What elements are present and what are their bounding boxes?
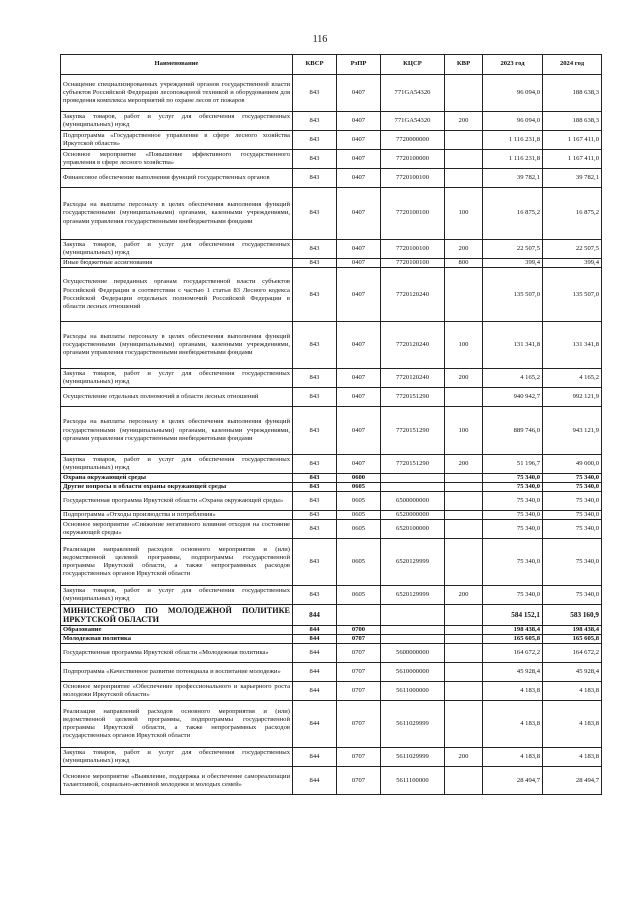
cell-name: Подпрограмма «Государственное управление в сфере лесного хозяйства Иркутской области» xyxy=(61,131,293,150)
cell-kvsr: 844 xyxy=(293,748,337,767)
cell-kvr xyxy=(445,520,483,539)
cell-kvsr: 844 xyxy=(293,605,337,626)
cell-kcsr: 7720120240 xyxy=(381,369,445,388)
cell-2023: 399,4 xyxy=(483,259,543,268)
cell-kvsr: 844 xyxy=(293,644,337,663)
cell-kcsr: 6500000000 xyxy=(381,492,445,511)
cell-kcsr: 7720151290 xyxy=(381,407,445,455)
cell-2024: 75 340,0 xyxy=(543,520,602,539)
cell-kcsr: 6520100000 xyxy=(381,520,445,539)
cell-name: Закупка товаров, работ и услуг для обеспечения государственных (муниципальных) нужд xyxy=(61,369,293,388)
cell-kcsr xyxy=(381,605,445,626)
cell-kvsr: 843 xyxy=(293,131,337,150)
cell-rzpr: 0407 xyxy=(337,322,381,369)
cell-name: Осуществление переданных органам государственной власти субъектов Российской Федерации в соответствии с частью 1 статьи 83 Лесного кодекса Российской Федерации отдельных полномочий Российской Федерации в области лесных отношений xyxy=(61,268,293,322)
cell-2024: 49 000,0 xyxy=(543,455,602,474)
table-row xyxy=(61,605,602,626)
cell-kvr: 100 xyxy=(445,407,483,455)
cell-name: Закупка товаров, работ и услуг для обеспечения государственных (муниципальных) нужд xyxy=(61,586,293,605)
table-row xyxy=(61,455,602,474)
header-name: Наименование xyxy=(61,55,293,75)
cell-kvsr: 843 xyxy=(293,169,337,188)
table-row xyxy=(61,539,602,586)
cell-rzpr: 0707 xyxy=(337,701,381,748)
cell-name: Основное мероприятие «Выявление, поддержка и обеспечение самореализации талантливой, социально-активной молодежи и молодых семей» xyxy=(61,767,293,795)
table-row xyxy=(61,112,602,131)
cell-rzpr: 0605 xyxy=(337,520,381,539)
cell-2024: 4 165,2 xyxy=(543,369,602,388)
cell-2023: 889 746,0 xyxy=(483,407,543,455)
cell-rzpr: 0707 xyxy=(337,767,381,795)
cell-rzpr: 0407 xyxy=(337,169,381,188)
cell-2023: 96 094,0 xyxy=(483,75,543,112)
cell-kcsr: 5610000000 xyxy=(381,663,445,682)
cell-rzpr: 0407 xyxy=(337,131,381,150)
cell-kcsr: 7720100100 xyxy=(381,259,445,268)
cell-kvr: 200 xyxy=(445,112,483,131)
cell-kvsr: 844 xyxy=(293,767,337,795)
cell-kvr: 100 xyxy=(445,188,483,240)
cell-rzpr: 0407 xyxy=(337,388,381,407)
cell-rzpr: 0605 xyxy=(337,492,381,511)
cell-kvsr: 843 xyxy=(293,259,337,268)
cell-2023: 75 340,0 xyxy=(483,474,543,483)
cell-rzpr: 0407 xyxy=(337,75,381,112)
cell-name: Охрана окружающей среды xyxy=(61,474,293,483)
cell-kvsr: 843 xyxy=(293,474,337,483)
cell-rzpr: 0407 xyxy=(337,240,381,259)
cell-kvr xyxy=(445,682,483,701)
cell-2023: 39 782,1 xyxy=(483,169,543,188)
cell-2023: 75 340,0 xyxy=(483,586,543,605)
cell-kcsr: 5611029999 xyxy=(381,701,445,748)
cell-rzpr: 0700 xyxy=(337,626,381,635)
cell-kcsr: 7720120240 xyxy=(381,322,445,369)
cell-2023: 75 340,0 xyxy=(483,539,543,586)
cell-rzpr: 0605 xyxy=(337,539,381,586)
cell-kvr xyxy=(445,605,483,626)
cell-kvr xyxy=(445,169,483,188)
cell-2024: 4 183,8 xyxy=(543,748,602,767)
table-row xyxy=(61,748,602,767)
table-row xyxy=(61,268,602,322)
cell-2024: 131 341,8 xyxy=(543,322,602,369)
cell-2024: 1 167 411,0 xyxy=(543,150,602,169)
cell-kvsr: 844 xyxy=(293,626,337,635)
table-row xyxy=(61,626,602,635)
cell-2023: 4 183,8 xyxy=(483,701,543,748)
cell-kcsr xyxy=(381,483,445,492)
cell-kvr xyxy=(445,626,483,635)
table-row xyxy=(61,131,602,150)
cell-2023: 1 116 231,8 xyxy=(483,150,543,169)
cell-kvr: 100 xyxy=(445,322,483,369)
cell-kcsr: 5611100000 xyxy=(381,767,445,795)
cell-2023: 51 196,7 xyxy=(483,455,543,474)
cell-2023: 16 875,2 xyxy=(483,188,543,240)
cell-2024: 75 340,0 xyxy=(543,586,602,605)
cell-2024: 22 507,5 xyxy=(543,240,602,259)
cell-rzpr: 0407 xyxy=(337,259,381,268)
cell-2023: 4 183,8 xyxy=(483,682,543,701)
cell-kcsr: 7720100100 xyxy=(381,240,445,259)
cell-rzpr: 0605 xyxy=(337,483,381,492)
cell-rzpr: 0407 xyxy=(337,112,381,131)
cell-kvsr: 843 xyxy=(293,240,337,259)
cell-name: Закупка товаров, работ и услуг для обеспечения государственных (муниципальных) нужд xyxy=(61,112,293,131)
cell-kvsr: 843 xyxy=(293,150,337,169)
cell-rzpr: 0407 xyxy=(337,407,381,455)
cell-2024: 4 183,8 xyxy=(543,682,602,701)
cell-kcsr: 771GA54320 xyxy=(381,112,445,131)
cell-2023: 4 183,8 xyxy=(483,748,543,767)
table-row xyxy=(61,407,602,455)
table-row xyxy=(61,75,602,112)
cell-kcsr: 7720100100 xyxy=(381,169,445,188)
cell-kcsr xyxy=(381,635,445,644)
cell-rzpr: 0407 xyxy=(337,150,381,169)
cell-2024: 45 928,4 xyxy=(543,663,602,682)
cell-kvr xyxy=(445,75,483,112)
cell-2023: 22 507,5 xyxy=(483,240,543,259)
table-row xyxy=(61,511,602,520)
cell-2024: 75 340,0 xyxy=(543,539,602,586)
cell-name: Оснащение специализированных учреждений органов государственной власти субъектов Российской Федерации лесопожарной техникой и оборудованием для проведения комплекса мероприятий по охране лесов от пожаров xyxy=(61,75,293,112)
cell-kvsr: 843 xyxy=(293,520,337,539)
cell-2024: 188 638,3 xyxy=(543,75,602,112)
cell-kvsr: 843 xyxy=(293,455,337,474)
cell-kvr: 200 xyxy=(445,748,483,767)
cell-rzpr: 0605 xyxy=(337,586,381,605)
cell-kvsr: 843 xyxy=(293,112,337,131)
cell-2024: 75 340,0 xyxy=(543,474,602,483)
table-header-row xyxy=(61,55,602,75)
cell-kvsr: 843 xyxy=(293,483,337,492)
cell-2024: 198 438,4 xyxy=(543,626,602,635)
table-body xyxy=(61,75,602,795)
cell-kvr: 200 xyxy=(445,586,483,605)
table-row xyxy=(61,644,602,663)
cell-rzpr: 0407 xyxy=(337,369,381,388)
cell-kcsr xyxy=(381,474,445,483)
cell-kcsr: 7720151290 xyxy=(381,455,445,474)
cell-2024: 399,4 xyxy=(543,259,602,268)
cell-rzpr: 0707 xyxy=(337,644,381,663)
cell-kvr xyxy=(445,131,483,150)
table-row xyxy=(61,188,602,240)
cell-kcsr: 5611000000 xyxy=(381,682,445,701)
cell-kvr xyxy=(445,767,483,795)
cell-kvsr: 843 xyxy=(293,369,337,388)
cell-name: Закупка товаров, работ и услуг для обеспечения государственных (муниципальных) нужд xyxy=(61,455,293,474)
cell-2024: 16 875,2 xyxy=(543,188,602,240)
cell-rzpr: 0407 xyxy=(337,455,381,474)
cell-2024: 583 160,9 xyxy=(543,605,602,626)
cell-2024: 39 782,1 xyxy=(543,169,602,188)
cell-name: Осуществление отдельных полномочий в области лесных отношений xyxy=(61,388,293,407)
header-rzpr: РзПР xyxy=(337,55,381,75)
table-row xyxy=(61,663,602,682)
cell-kvr xyxy=(445,388,483,407)
cell-name: Государственная программа Иркутской области «Молодежная политика» xyxy=(61,644,293,663)
cell-kvsr: 844 xyxy=(293,635,337,644)
table-row xyxy=(61,259,602,268)
cell-2023: 131 341,8 xyxy=(483,322,543,369)
cell-kcsr: 5600000000 xyxy=(381,644,445,663)
cell-2023: 4 165,2 xyxy=(483,369,543,388)
cell-name: Реализация направлений расходов основного мероприятия и (или) ведомственной целевой программы, подпрограммы государственной программы Иркутской области, а также непрограммных расходов государственных органов Иркутской области xyxy=(61,539,293,586)
cell-kvr: 800 xyxy=(445,259,483,268)
cell-kvr xyxy=(445,150,483,169)
cell-kvsr: 843 xyxy=(293,268,337,322)
table-row xyxy=(61,682,602,701)
cell-2024: 943 121,9 xyxy=(543,407,602,455)
cell-kvsr: 843 xyxy=(293,539,337,586)
cell-kvr xyxy=(445,511,483,520)
cell-kcsr: 7720151290 xyxy=(381,388,445,407)
cell-kcsr: 7720120240 xyxy=(381,268,445,322)
cell-2024: 75 340,0 xyxy=(543,492,602,511)
cell-kcsr: 6520000000 xyxy=(381,511,445,520)
cell-2024: 992 121,9 xyxy=(543,388,602,407)
cell-kvr xyxy=(445,539,483,586)
table-row xyxy=(61,169,602,188)
cell-kvsr: 844 xyxy=(293,701,337,748)
cell-2023: 75 340,0 xyxy=(483,483,543,492)
cell-name: Расходы на выплаты персоналу в целях обеспечения выполнения функций государственными (муниципальными) органами, казенными учреждениями, органами управления государственными внебюджетными фондами xyxy=(61,322,293,369)
cell-2023: 164 672,2 xyxy=(483,644,543,663)
cell-2024: 4 183,8 xyxy=(543,701,602,748)
cell-kvr xyxy=(445,483,483,492)
table-row xyxy=(61,474,602,483)
cell-kvsr: 843 xyxy=(293,511,337,520)
header-2024: 2024 год xyxy=(543,55,602,75)
cell-2024: 165 605,8 xyxy=(543,635,602,644)
cell-2023: 96 094,0 xyxy=(483,112,543,131)
cell-kvr: 200 xyxy=(445,369,483,388)
cell-kcsr: 771GA54320 xyxy=(381,75,445,112)
page-number: 116 xyxy=(312,34,328,45)
cell-rzpr: 0407 xyxy=(337,268,381,322)
cell-name: Закупка товаров, работ и услуг для обеспечения государственных (муниципальных) нужд xyxy=(61,748,293,767)
table-row xyxy=(61,635,602,644)
cell-kvr: 200 xyxy=(445,455,483,474)
table-row xyxy=(61,492,602,511)
cell-name: Закупка товаров, работ и услуг для обеспечения государственных (муниципальных) нужд xyxy=(61,240,293,259)
table-row xyxy=(61,483,602,492)
cell-kvsr: 843 xyxy=(293,586,337,605)
cell-kcsr: 7720000000 xyxy=(381,131,445,150)
cell-name: Государственная программа Иркутской области «Охрана окружающей среды» xyxy=(61,492,293,511)
cell-2023: 28 494,7 xyxy=(483,767,543,795)
cell-2023: 584 152,1 xyxy=(483,605,543,626)
cell-name: Расходы на выплаты персоналу в целях обеспечения выполнения функций государственными (муниципальными) органами, казенными учреждениями, органами управления государственными внебюджетными фондами xyxy=(61,407,293,455)
cell-kvr xyxy=(445,644,483,663)
table-row xyxy=(61,520,602,539)
cell-name: Основное мероприятие «Повышение эффективного государственного управления в сфере лесного хозяйства» xyxy=(61,150,293,169)
cell-2023: 75 340,0 xyxy=(483,492,543,511)
cell-2024: 164 672,2 xyxy=(543,644,602,663)
cell-name: Образование xyxy=(61,626,293,635)
cell-2023: 45 928,4 xyxy=(483,663,543,682)
cell-rzpr: 0600 xyxy=(337,474,381,483)
cell-rzpr: 0707 xyxy=(337,635,381,644)
header-kvsr: КВСР xyxy=(293,55,337,75)
cell-2023: 135 507,0 xyxy=(483,268,543,322)
cell-2023: 165 605,8 xyxy=(483,635,543,644)
cell-kvsr: 843 xyxy=(293,75,337,112)
cell-2024: 135 507,0 xyxy=(543,268,602,322)
table-row xyxy=(61,767,602,795)
table-row xyxy=(61,150,602,169)
cell-rzpr: 0707 xyxy=(337,663,381,682)
cell-2023: 75 340,0 xyxy=(483,520,543,539)
cell-kcsr: 6520129999 xyxy=(381,586,445,605)
cell-2024: 75 340,0 xyxy=(543,511,602,520)
cell-kvsr: 843 xyxy=(293,188,337,240)
cell-name: Подпрограмма «Отходы производства и потребления» xyxy=(61,511,293,520)
cell-name: Молодежная политика xyxy=(61,635,293,644)
cell-2023: 198 438,4 xyxy=(483,626,543,635)
table-row xyxy=(61,586,602,605)
cell-rzpr: 0605 xyxy=(337,511,381,520)
cell-name: Финансовое обеспечение выполнения функций государственных органов xyxy=(61,169,293,188)
cell-2024: 75 340,0 xyxy=(543,483,602,492)
cell-kcsr xyxy=(381,626,445,635)
table-row xyxy=(61,701,602,748)
cell-2024: 28 494,7 xyxy=(543,767,602,795)
table-row xyxy=(61,369,602,388)
cell-rzpr: 0707 xyxy=(337,682,381,701)
table-row xyxy=(61,240,602,259)
budget-table xyxy=(60,54,602,795)
cell-kvsr: 844 xyxy=(293,682,337,701)
cell-name: Другие вопросы в области охраны окружающей среды xyxy=(61,483,293,492)
cell-kvr xyxy=(445,701,483,748)
cell-rzpr xyxy=(337,605,381,626)
cell-name: Основное мероприятие «Обеспечение профессионального и карьерного роста молодежи Иркутской области» xyxy=(61,682,293,701)
cell-kvr xyxy=(445,492,483,511)
table-row xyxy=(61,322,602,369)
cell-2023: 940 942,7 xyxy=(483,388,543,407)
cell-2024: 1 167 411,0 xyxy=(543,131,602,150)
cell-name: Основное мероприятие «Снижение негативного влияния отходов на состояние окружающей среды» xyxy=(61,520,293,539)
cell-kvr xyxy=(445,663,483,682)
cell-kvsr: 843 xyxy=(293,407,337,455)
cell-kcsr: 7720100000 xyxy=(381,150,445,169)
cell-kcsr: 5611029999 xyxy=(381,748,445,767)
cell-name: Подпрограмма «Качественное развитие потенциала и воспитание молодежи» xyxy=(61,663,293,682)
table-row xyxy=(61,388,602,407)
cell-kvsr: 843 xyxy=(293,388,337,407)
cell-2024: 188 638,3 xyxy=(543,112,602,131)
cell-kvsr: 843 xyxy=(293,322,337,369)
header-kvr: КВР xyxy=(445,55,483,75)
cell-kvr xyxy=(445,635,483,644)
cell-name: МИНИСТЕРСТВО ПО МОЛОДЕЖНОЙ ПОЛИТИКЕ ИРКУТСКОЙ ОБЛАСТИ xyxy=(61,605,293,626)
cell-2023: 75 340,0 xyxy=(483,511,543,520)
cell-rzpr: 0707 xyxy=(337,748,381,767)
cell-kcsr: 7720100100 xyxy=(381,188,445,240)
cell-name: Реализация направлений расходов основного мероприятия и (или) ведомственной целевой программы, подпрограммы государственной программы Иркутской области, а также непрограммных расходов государственных органов Иркутской области xyxy=(61,701,293,748)
cell-name: Расходы на выплаты персоналу в целях обеспечения выполнения функций государственными (муниципальными) органами, казенными учреждениями, органами управления государственными внебюджетными фондами xyxy=(61,188,293,240)
cell-name: Иные бюджетные ассигнования xyxy=(61,259,293,268)
cell-kvr xyxy=(445,474,483,483)
header-2023: 2023 год xyxy=(483,55,543,75)
cell-kvsr: 843 xyxy=(293,492,337,511)
cell-kcsr: 6520129999 xyxy=(381,539,445,586)
header-kcsr: КЦСР xyxy=(381,55,445,75)
cell-rzpr: 0407 xyxy=(337,188,381,240)
cell-kvsr: 844 xyxy=(293,663,337,682)
cell-2023: 1 116 231,8 xyxy=(483,131,543,150)
cell-kvr xyxy=(445,268,483,322)
cell-kvr: 200 xyxy=(445,240,483,259)
